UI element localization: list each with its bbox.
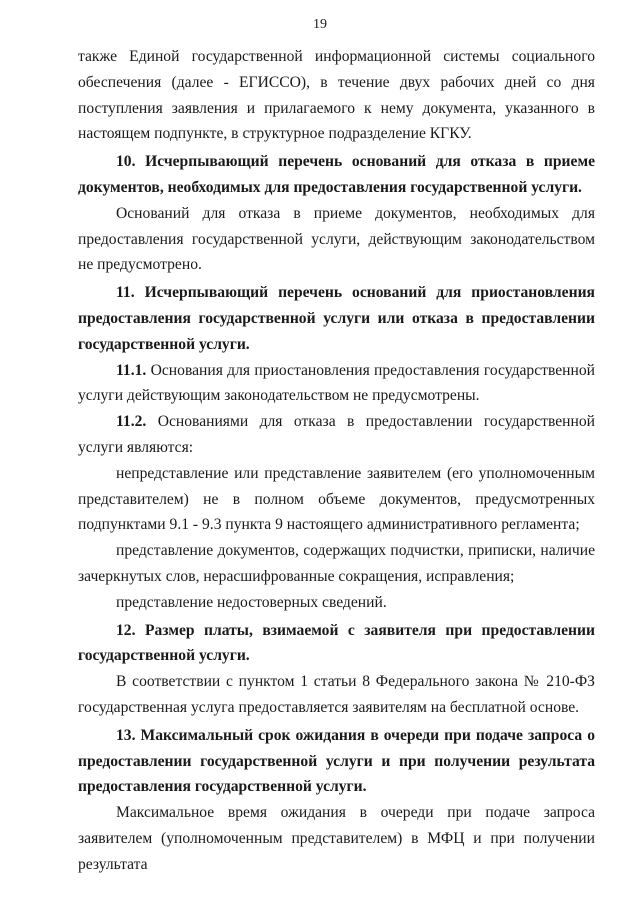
subsection-11-2 [78, 409, 595, 461]
section-10-text: Оснований для отказа в приеме документов, необходимых для предоставления государственной услуги, действующим законодательством не предусмотрено. [78, 204, 595, 274]
subsection-11-1-number: 11.1. [116, 361, 147, 379]
section-12-heading: 12. Размер платы, взимаемой с заявителя при предоставлении государственной услуги. [78, 621, 595, 665]
page-number: 19 [313, 17, 327, 32]
section-13-text: Максимальное время ожидания в очереди при подаче запроса заявителем (уполномоченным представителем) в МФЦ и при получении результата [78, 804, 595, 873]
refusal-ground-3: представление недостоверных сведений. [116, 593, 387, 611]
page-content [78, 44, 595, 878]
section-11-heading: 11. Исчерпывающий перечень оснований для приостановления предоставления государственной услуги или отказа в предоставлении государственной услуги. [78, 284, 595, 353]
section-10-heading: 10. Исчерпывающий перечень оснований для отказа в приеме документов, необходимых для предоставления государственной услуги. [78, 153, 595, 196]
subsection-11-2-text: Основаниями для отказа в предоставлении государственной услуги являются: [78, 413, 595, 456]
subsection-11-1 [78, 358, 595, 410]
section-12-text: В соответствии с пунктом 1 статьи 8 Федерального закона № 210-ФЗ государственная услуга предоставляется заявителям на бесплатной основе. [78, 673, 595, 716]
subsection-11-1-text: Основания для приостановления предоставления государственной услуги действующим законодательством не предусмотрены. [78, 361, 595, 405]
subsection-11-2-number: 11.2. [116, 413, 147, 431]
paragraph-egisso: также Единой государственной информационной системы социального обеспечения (далее - ЕГИССО), в течение двух рабочих дней со дня поступления заявления и прилагаемого к нему документа, указанного в настоящем подпункте, в структурное подразделение КГКУ. [78, 48, 595, 143]
refusal-ground-2: представление документов, содержащих подчистки, приписки, наличие зачеркнутых слов, нерасшифрованные сокращения, исправления; [78, 542, 595, 585]
refusal-ground-1: непредставление или представление заявителем (его уполномоченным представителем) не в полном объеме документов, предусмотренных подпунктами 9.1 - 9.3 пункта 9 настоящего административного регламента; [78, 464, 595, 534]
section-13-heading: 13. Максимальный срок ожидания в очереди при подаче запроса о предоставлении государственной услуги и при получении результата предоставления государственной услуги. [78, 726, 595, 796]
